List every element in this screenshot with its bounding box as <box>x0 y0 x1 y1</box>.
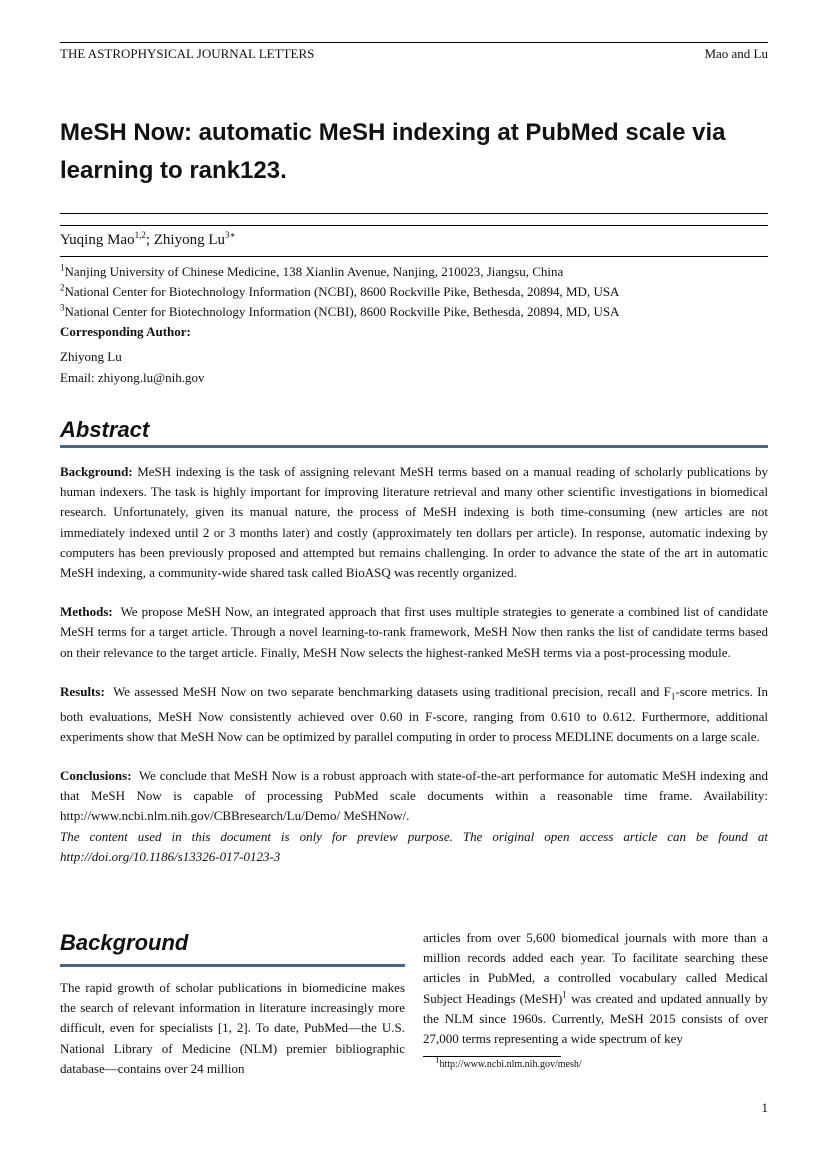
paper-page <box>60 0 768 1169</box>
left-column <box>60 928 405 1079</box>
journal-name: THE ASTROPHYSICAL JOURNAL LETTERS <box>60 46 315 61</box>
corresponding-name: Zhiyong Lu <box>60 349 122 364</box>
corresponding-email: Email: zhiyong.lu@nih.gov <box>60 370 205 385</box>
affiliation-item <box>60 282 768 302</box>
footnote <box>435 1054 582 1070</box>
abstract-background <box>60 462 768 583</box>
abstract-methods-text: We propose MeSH Now, an integrated approach that first uses multiple strategies to generate a combined list of candidate MeSH terms for a target article. Through a novel learning-to-rank framework, MeSH Now then ranks the list of candidate terms based on their relevance to the target article. Finally, MeSH Now selects the highest-ranked MeSH terms via a post-processing module. <box>60 604 769 660</box>
abstract-results-text: We assessed MeSH Now on two separate benchmarking datasets using traditional precision, recall and F <box>113 683 671 699</box>
affiliation-item <box>60 302 768 322</box>
affiliation-number: 1 <box>60 262 65 273</box>
abstract-results-text-cont: -score metrics. In both evaluations, MeSH Now consistently achieved over 0.60 in F-score, ranging from 0.610 to 0.612. Furthermore, additional experiments show that MeSH Now can be optimized by parallel computing in order to process MEDLINE documents on a large scale. <box>60 683 769 744</box>
abstract-background-text: MeSH indexing is the task of assigning relevant MeSH terms based on a manual reading of scholarly publications by human indexers. The task is highly important for improving literature retrieval and many other scientific investigations in biomedical research. Unfortunately, given its manual nature, the process of MeSH indexing is both time-consuming (new articles are not immediately indexed until 2 or 3 months later) and costly (approximately ten dollars per article). In response, automatic indexing by computers has been previously proposed and attempted but remains challenging. In order to advance the state of the art in automatic MeSH indexing, a community-wide shared task called BioASQ was recently organized. <box>60 464 768 581</box>
header-rule <box>60 42 768 43</box>
authors-rule <box>60 256 768 257</box>
abstract-conclusions-text: We conclude that MeSH Now is a robust approach with state-of-the-art performance for automatic MeSH indexing and that MeSH Now is capable of processing PubMed scale documents within a reasonable time frame. Availability: http://www.ncbi.nlm.nih.gov/CBBresearch/Lu/Demo/ MeSHNow/. <box>60 768 769 824</box>
preview-note: The content used in this document is only for preview purpose. The original open access article can be found at http://doi.org/10.1186/s13326-017-0123-3 <box>60 828 768 864</box>
abstract-rule <box>60 445 768 448</box>
abstract-methods-label: Methods: <box>60 604 113 620</box>
corresponding-label: Corresponding Author: <box>60 324 191 339</box>
affiliation-text: National Center for Biotechnology Information (NCBI), 8600 Rockville Pike, Bethesda, 20894, MD, USA <box>64 304 620 319</box>
footnote-number: 1 <box>435 1054 440 1065</box>
background-rule <box>60 964 405 967</box>
abstract-results-label: Results: <box>60 683 105 699</box>
f1-subscript: 1 <box>670 691 676 702</box>
affiliation-text: National Center for Biotechnology Information (NCBI), 8600 Rockville Pike, Bethesda, 20894, MD, USA <box>64 284 620 299</box>
affiliation-item <box>60 262 768 282</box>
background-text-right-cont: was created and updated annually by the NLM since 1960s. Currently, MeSH 2015 consists of over 27,000 terms representing a wide spectrum of key <box>423 990 768 1047</box>
background-heading: Background <box>60 930 189 955</box>
author-affiliation-mark: 3∗ <box>225 230 236 240</box>
footnote-mark: 1 <box>562 989 567 1000</box>
abstract-body <box>60 462 768 867</box>
background-text-left: The rapid growth of scholar publications in biomedicine makes the search of relevant information in literature increasingly more difficult, even for specialists [1, 2]. To date, PubMed—the U.S. National Library of Medicine (NLM) premier bibliographic database—contains over 24 million <box>60 980 405 1076</box>
short-authors: Mao and Lu <box>704 46 768 61</box>
corresponding-author <box>60 346 205 388</box>
abstract-heading: Abstract <box>60 417 150 442</box>
title-rule-top <box>60 213 768 214</box>
paper-title: MeSH Now: automatic MeSH indexing at PubMed scale via learning to rank123. <box>60 119 726 184</box>
author-name: Zhiyong Lu <box>153 232 226 248</box>
title-rule-bottom <box>60 225 768 226</box>
affiliations <box>60 262 768 342</box>
footnote-rule <box>423 1056 561 1057</box>
abstract-conclusions-label: Conclusions: <box>60 768 132 784</box>
author-affiliation-mark: 1,2 <box>134 230 146 240</box>
abstract-conclusions <box>60 766 768 827</box>
footnote-text: http://www.ncbi.nlm.nih.gov/mesh/ <box>439 1059 582 1070</box>
affiliation-text: Nanjing University of Chinese Medicine, 138 Xianlin Avenue, Nanjing, 210023, Jiangsu, China <box>64 264 564 279</box>
author-name: Yuqing Mao <box>60 232 135 248</box>
right-column <box>423 928 768 1049</box>
author-separator: ; <box>145 232 154 248</box>
page-number: 1 <box>761 1100 768 1115</box>
abstract-background-label: Background: <box>60 464 133 479</box>
abstract-results <box>60 682 768 747</box>
background-text-right: articles from over 5,600 biomedical journals with more than a million records added each year. To facilitate searching these articles in PubMed, a controlled vocabulary called Medical Subject Headings (MeSH) <box>423 930 768 1006</box>
affiliation-number: 2 <box>60 282 65 293</box>
abstract-methods <box>60 602 768 663</box>
author-list <box>60 230 236 250</box>
affiliation-number: 3 <box>60 302 65 313</box>
